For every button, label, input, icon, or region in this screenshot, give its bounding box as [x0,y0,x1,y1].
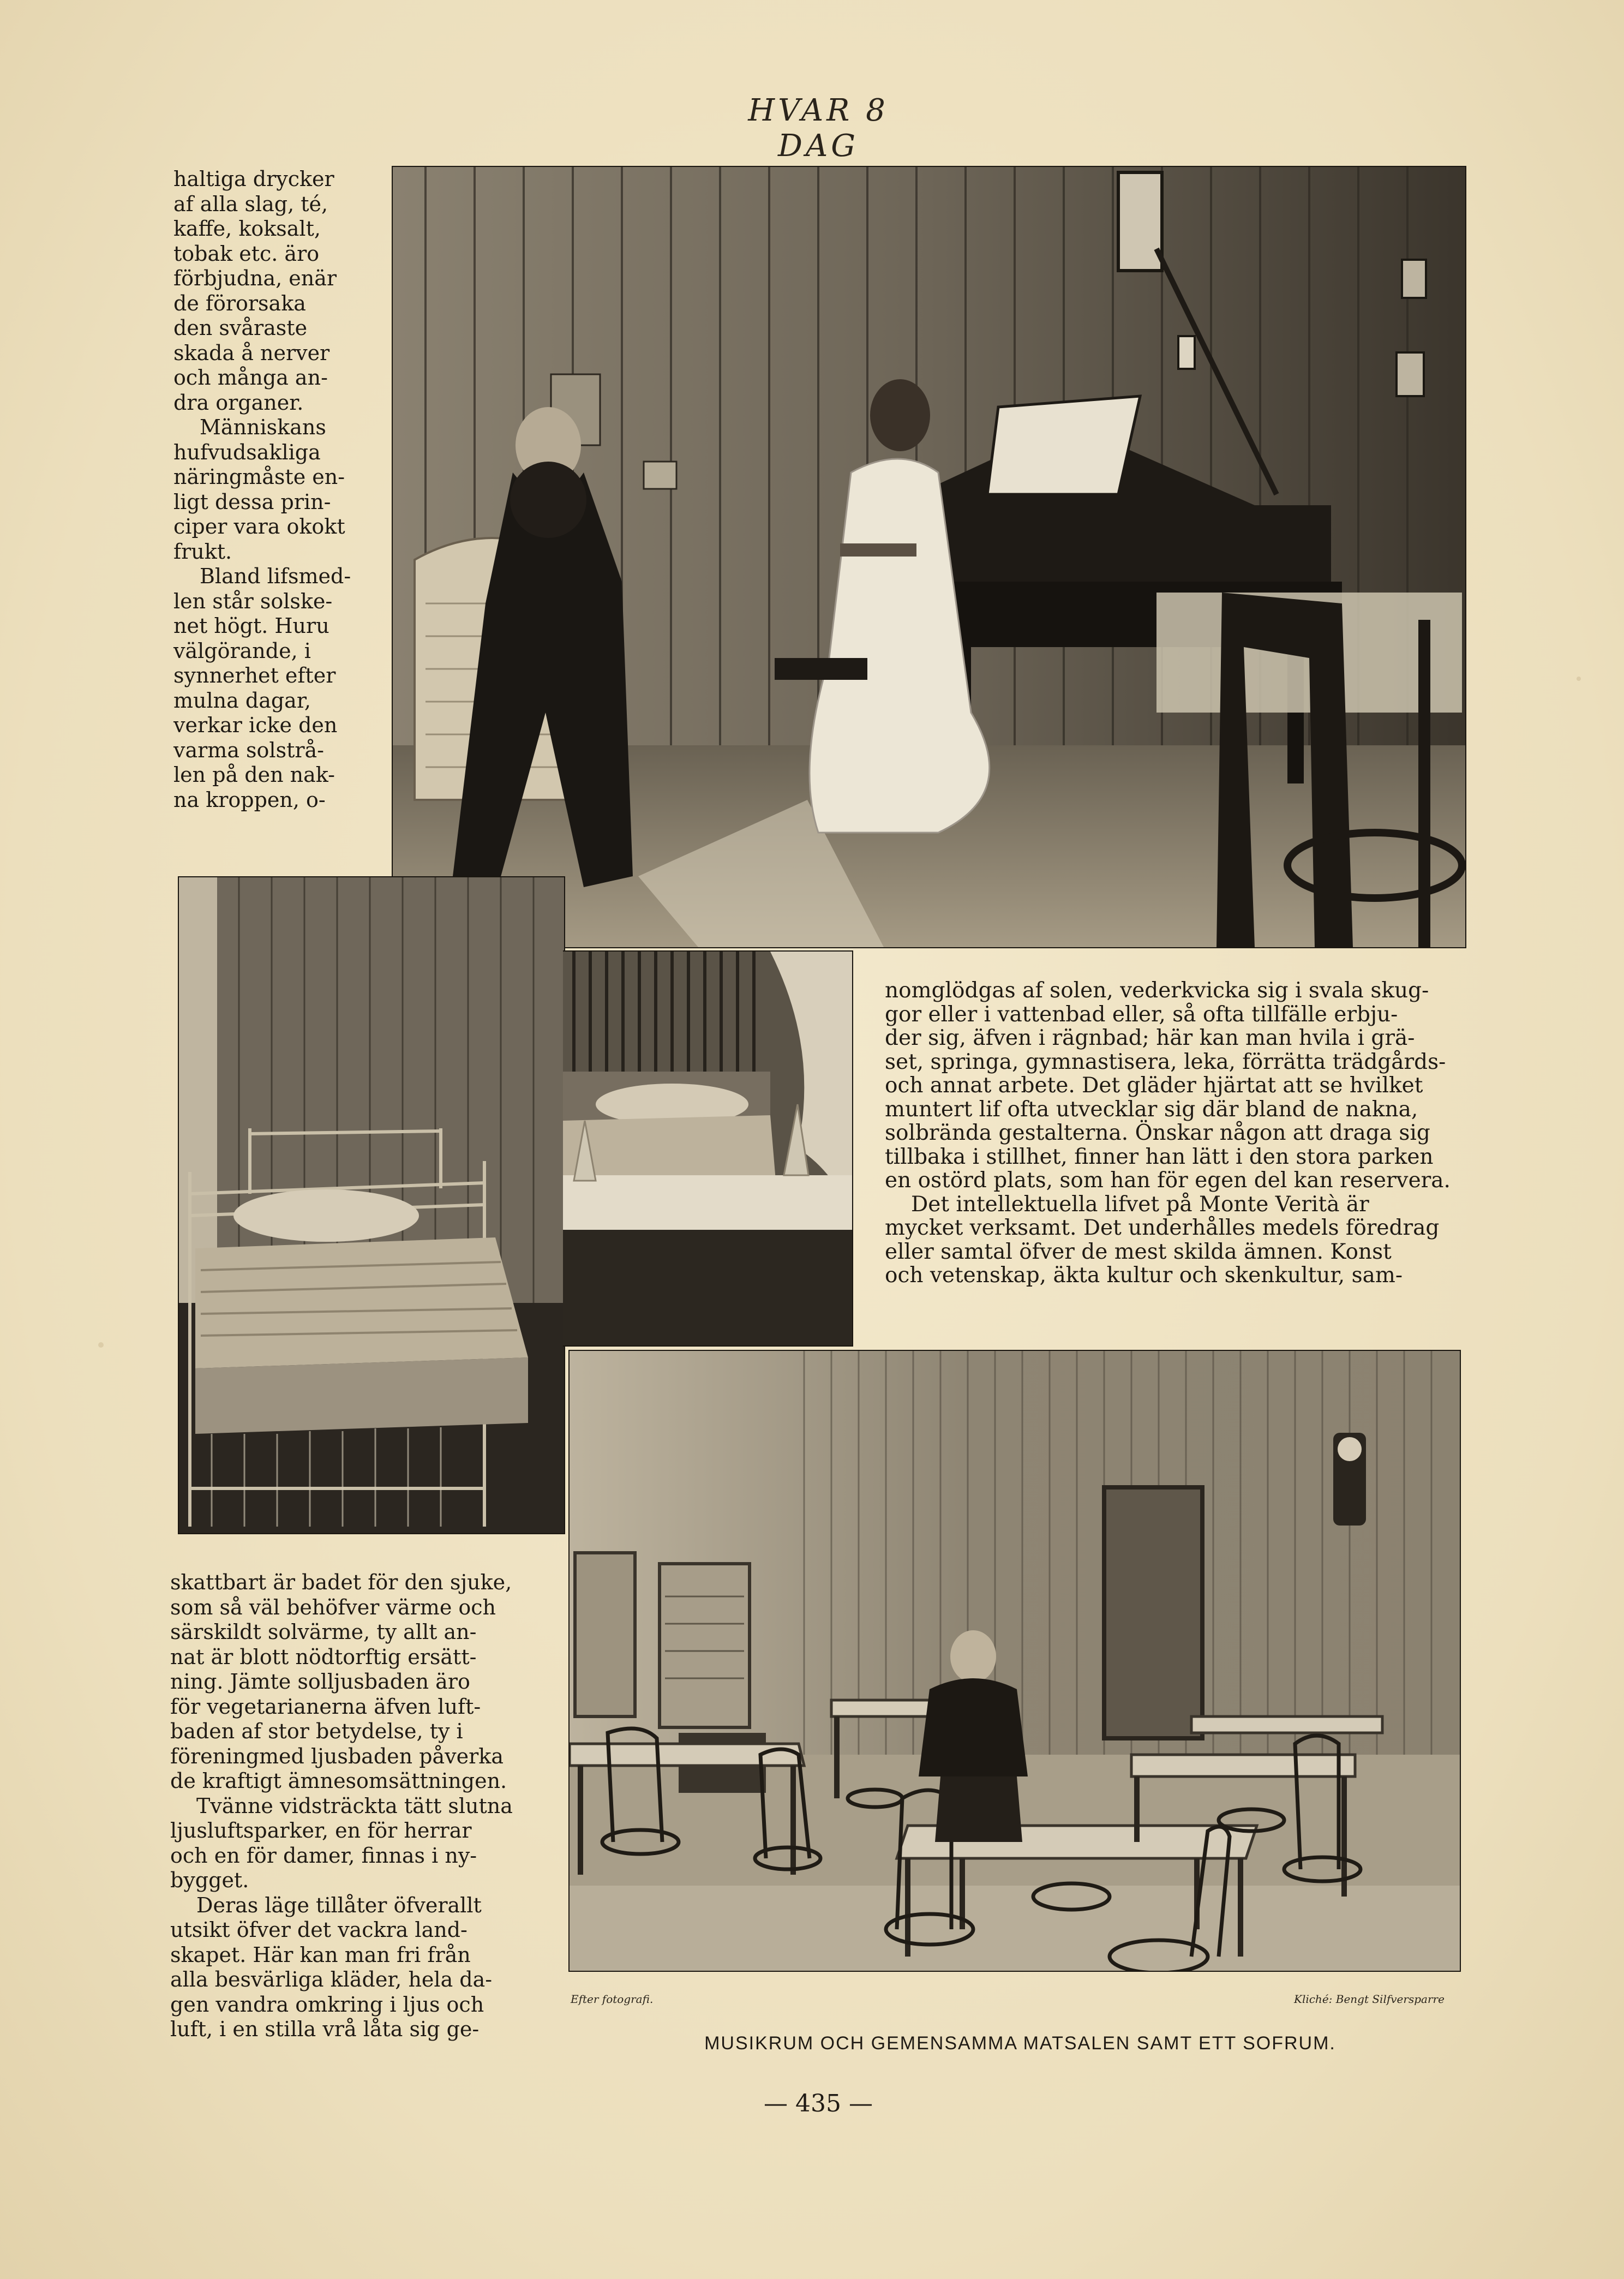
text-line: synnerhet efter [173,663,336,687]
text-line: den svåraste [173,316,308,340]
bedroom-illustration [179,877,564,1533]
text-line: muntert lif ofta utvecklar sig där bland de nakna, [885,1097,1418,1122]
text-line: haltiga drycker [173,167,334,191]
text-line: nomglödgas af solen, vederkvicka sig i svala skug- [885,978,1429,1003]
page-number: — 435 — [764,2090,873,2118]
text-line: ciper vara okokt [173,515,345,539]
text-line: gen vandra omkring i ljus och [170,1992,484,2017]
text-line: Det intellektuella lifvet på Monte Verità är [911,1192,1369,1217]
text-line: solbrända gestalterna. Önskar någon att draga sig [885,1121,1430,1145]
paper-speck [1577,677,1581,681]
text-line: skada å nerver [173,340,330,365]
text-line: nat är blott nödtorftig ersätt- [170,1644,477,1669]
music-room-illustration [393,167,1465,947]
text-line: en ostörd plats, som han för egen del kan reservera. [885,1168,1451,1193]
text-line: skapet. Här kan man fri från [170,1942,471,1967]
text-line: de förorsaka [173,291,306,315]
text-line: len står solske- [173,589,333,613]
text-line: der sig, äfven i rägnbad; här kan man hvila i grä- [885,1026,1415,1050]
text-line: luft, i en stilla vrå låta sig ge- [170,2017,480,2041]
text-line: bygget. [170,1868,249,1892]
dining-room-photo [568,1350,1461,1972]
text-line: eller samtal öfver de mest skilda ämnen. Konst [885,1239,1392,1264]
second-bed-photo [563,950,853,1347]
text-line: Bland lifsmed- [200,564,351,588]
text-line: hufvudsakliga [173,440,321,464]
text-line: na kroppen, o- [173,787,326,812]
photo-credit-right: Kliché: Bengt Silfversparre [1294,1993,1445,2006]
text-line: tillbaka i stillhet, finner han lätt i den stora parken [885,1144,1434,1169]
photo-credit-left: Efter fotografi. [571,1993,654,2006]
text-column-right [885,979,1474,1288]
bedroom-photo [178,876,565,1534]
text-line: utsikt öfver det vackra land- [170,1918,468,1942]
text-line: Tvänne vidsträckta tätt slutna [196,1793,513,1818]
text-line: verkar icke den [173,713,338,737]
text-line: af alla slag, té, [173,192,328,216]
text-line: för vegetarianerna äfven luft- [170,1694,481,1719]
second-bed-illustration [563,952,852,1345]
running-title: HVAR 8 DAG [748,93,889,164]
text-line: som så väl behöfver värme och [170,1595,496,1619]
text-line: ligt dessa prin- [173,489,331,514]
photo-caption: MUSIKRUM OCH GEMENSAMMA MATSALEN SAMT ETT SOFRUM. [704,2033,1336,2054]
text-line: dra organer. [173,390,304,415]
text-line: mycket verksamt. Det underhålles medels föredrag [885,1216,1440,1240]
text-line: särskildt solvärme, ty allt an- [170,1620,477,1644]
text-line: len på den nak- [173,763,335,787]
text-line: och annat arbete. Det gläder hjärtat att se hvilket [885,1073,1423,1098]
text-line: frukt. [173,539,232,564]
text-line: Människans [200,415,326,439]
text-line: baden af stor betydelse, ty i [170,1719,463,1743]
text-line: och vetenskap, äkta kultur och skenkultur, sam- [885,1263,1403,1288]
text-line: gor eller i vattenbad eller, så ofta tillfälle erbju- [885,1002,1398,1027]
text-line: set, springa, gymnastisera, leka, förrätta trädgårds- [885,1049,1446,1074]
text-line: ljusluftsparker, en för herrar [170,1819,472,1843]
text-line: välgörande, i [173,638,311,663]
text-line: alla besvärliga kläder, hela da- [170,1967,493,1991]
text-column-left-top [173,167,352,812]
text-line: kaffe, koksalt, [173,217,321,241]
text-line: de kraftigt ämnesomsättningen. [170,1769,507,1793]
paper-speck [98,1342,104,1348]
text-line: mulna dagar, [173,688,311,713]
text-line: net högt. Huru [173,614,329,638]
text-line: skattbart är badet för den sjuke, [170,1570,512,1594]
text-line: ning. Jämte solljusbaden äro [170,1670,470,1694]
text-column-left-bottom [170,1570,524,2042]
text-line: och många an- [173,366,328,390]
music-room-photo [392,166,1466,948]
text-line: Deras läge tillåter öfverallt [196,1893,482,1917]
dining-room-illustration [570,1351,1460,1971]
text-line: föreningmed ljusbaden påverka [170,1744,504,1768]
text-line: näringmåste en- [173,465,345,489]
text-line: och en för damer, finnas i ny- [170,1843,477,1868]
text-line: tobak etc. äro [173,241,320,266]
text-line: varma solstrå- [173,738,325,762]
text-line: förbjudna, enär [173,266,337,290]
